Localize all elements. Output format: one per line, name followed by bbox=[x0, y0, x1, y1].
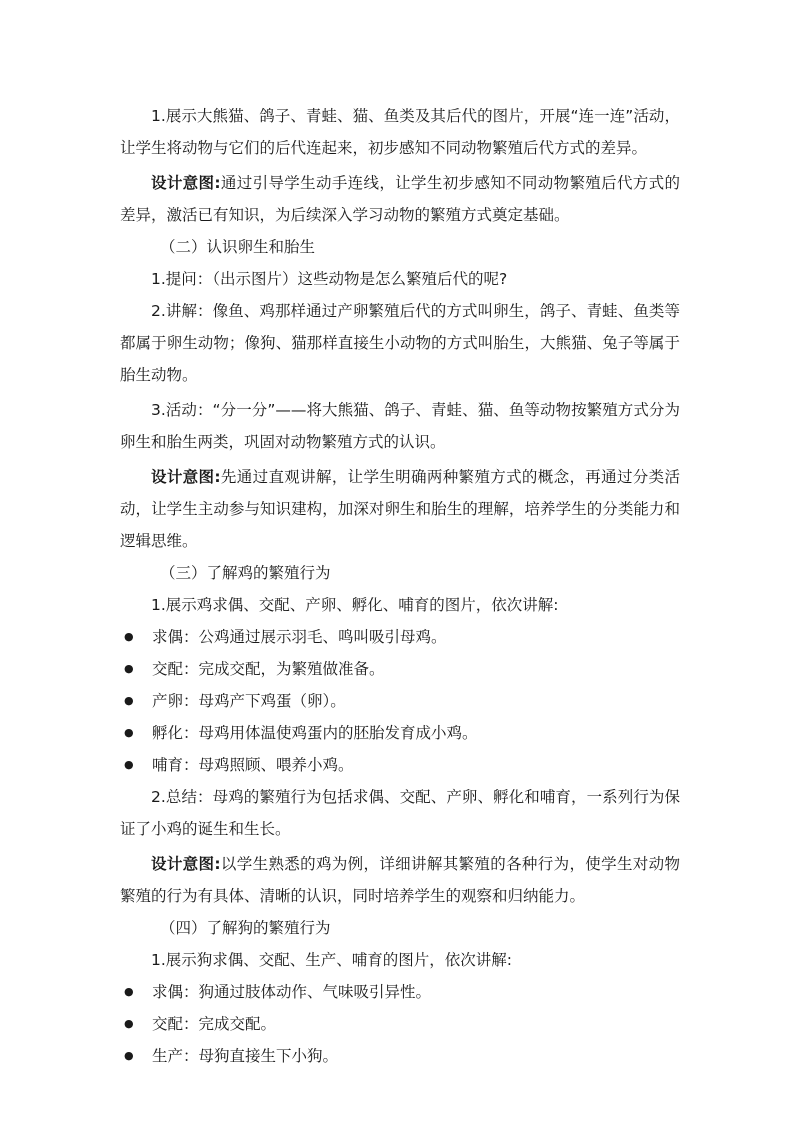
list-item: ● 产卵：母鸡产下鸡蛋（卵）。 bbox=[120, 685, 680, 717]
list-item: ● 哺育：母鸡照顾、喂养小鸡。 bbox=[120, 749, 680, 781]
paragraph-chicken-intro: 1.展示鸡求偶、交配、产卵、孵化、哺育的图片，依次讲解: bbox=[151, 596, 559, 614]
list-item: ● 交配：完成交配。 bbox=[120, 1008, 680, 1040]
list-item: ● 生产：母狗直接生下小狗。 bbox=[120, 1040, 680, 1072]
design-intent-label: 设计意图: bbox=[151, 855, 221, 873]
paragraph-question: 1.提问：（出示图片）这些动物是怎么繁殖后代的呢? bbox=[151, 270, 508, 288]
bullet-icon: ● bbox=[124, 694, 134, 707]
bullet-icon: ● bbox=[124, 985, 134, 998]
bullet-icon: ● bbox=[124, 726, 134, 739]
paragraph-activity-classify: 3.活动：“分一分”——将大熊猫、鸽子、青蛙、猫、鱼等动物按繁殖方式分为卵生和胎生两类，巩固对动物繁殖方式的认识。 bbox=[120, 401, 680, 451]
list-item: ● 孵化：母鸡用体温使鸡蛋内的胚胎发育成小鸡。 bbox=[120, 717, 680, 749]
design-intent-label: 设计意图: bbox=[151, 468, 221, 486]
bullet-icon: ● bbox=[124, 1049, 134, 1062]
document-body bbox=[120, 100, 680, 1072]
design-intent-label: 设计意图: bbox=[151, 174, 221, 192]
design-intent-text: 以学生熟悉的鸡为例，详细讲解其繁殖的各种行为，使学生对动物繁殖的行为有具体、清晰的认识，同时培养学生的观察和归纳能力。 bbox=[120, 855, 680, 905]
paragraph-activity-connect: 1.展示大熊猫、鸽子、青蛙、猫、鱼类及其后代的图片，开展“连一连”活动，让学生将动物与它们的后代连起来，初步感知不同动物繁殖后代方式的差异。 bbox=[120, 107, 680, 157]
paragraph-explain: 2.讲解：像鱼、鸡那样通过产卵繁殖后代的方式叫卵生，鸽子、青蛙、鱼类等都属于卵生动物；像狗、猫那样直接生小动物的方式叫胎生，大熊猫、兔子等属于胎生动物。 bbox=[120, 302, 680, 384]
list-item: ● 交配：完成交配，为繁殖做准备。 bbox=[120, 653, 680, 685]
section-heading-4: （四）了解狗的繁殖行为 bbox=[160, 919, 331, 937]
section-heading-2: （二）认识卵生和胎生 bbox=[160, 238, 316, 256]
design-intent-2 bbox=[120, 461, 680, 557]
design-intent-text: 通过引导学生动手连线，让学生初步感知不同动物繁殖后代方式的差异，激活已有知识，为后续深入学习动物的繁殖方式奠定基础。 bbox=[120, 174, 680, 224]
paragraph-chicken-summary: 2.总结：母鸡的繁殖行为包括求偶、交配、产卵、孵化和哺育，一系列行为保证了小鸡的诞生和生长。 bbox=[120, 788, 680, 838]
paragraph-dog-intro: 1.展示狗求偶、交配、生产、哺育的图片，依次讲解: bbox=[151, 951, 513, 969]
design-intent-3 bbox=[120, 848, 680, 912]
section-heading-3: （三）了解鸡的繁殖行为 bbox=[160, 564, 331, 582]
bullet-icon: ● bbox=[124, 662, 134, 675]
list-item: ● 求偶：狗通过肢体动作、气味吸引异性。 bbox=[120, 976, 680, 1008]
bullet-icon: ● bbox=[124, 758, 134, 771]
list-item: ● 求偶：公鸡通过展示羽毛、鸣叫吸引母鸡。 bbox=[120, 621, 680, 653]
bullet-icon: ● bbox=[124, 630, 134, 643]
bullet-icon: ● bbox=[124, 1017, 134, 1030]
design-intent-1 bbox=[120, 167, 680, 231]
design-intent-text: 先通过直观讲解，让学生明确两种繁殖方式的概念，再通过分类活动，让学生主动参与知识建构，加深对卵生和胎生的理解，培养学生的分类能力和逻辑思维。 bbox=[120, 468, 680, 550]
